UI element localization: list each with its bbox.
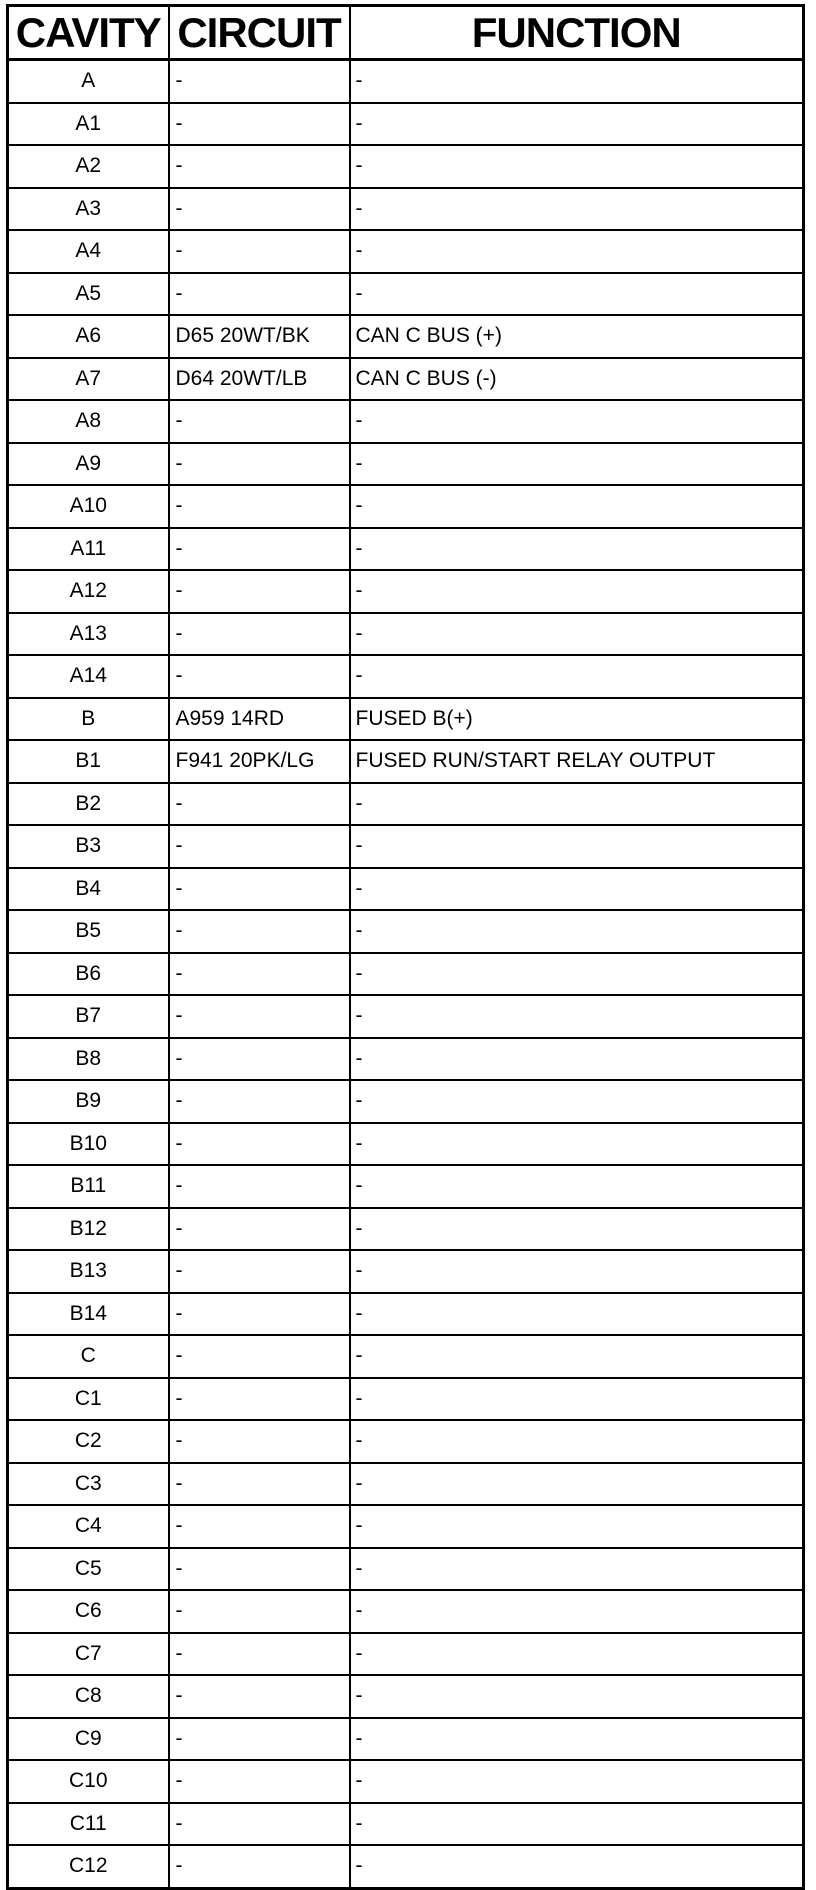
cavity-cell: C12 bbox=[8, 1845, 169, 1888]
function-cell: - bbox=[350, 1505, 804, 1548]
table-row bbox=[8, 1250, 804, 1293]
cavity-cell: A13 bbox=[8, 613, 169, 656]
circuit-cell: - bbox=[169, 1335, 350, 1378]
function-cell: - bbox=[350, 1080, 804, 1123]
cavity-cell: C2 bbox=[8, 1420, 169, 1463]
circuit-cell: - bbox=[169, 60, 350, 103]
cavity-cell: B1 bbox=[8, 740, 169, 783]
function-cell: - bbox=[350, 230, 804, 273]
table-row bbox=[8, 1420, 804, 1463]
circuit-cell: - bbox=[169, 528, 350, 571]
function-cell: - bbox=[350, 103, 804, 146]
circuit-cell: - bbox=[169, 1845, 350, 1888]
circuit-cell: - bbox=[169, 1038, 350, 1081]
cavity-cell: C6 bbox=[8, 1590, 169, 1633]
table-row bbox=[8, 230, 804, 273]
cavity-cell: B5 bbox=[8, 910, 169, 953]
cavity-cell: C3 bbox=[8, 1463, 169, 1506]
cavity-cell: C5 bbox=[8, 1548, 169, 1591]
cavity-cell: C10 bbox=[8, 1760, 169, 1803]
function-cell: - bbox=[350, 1760, 804, 1803]
cavity-cell: A14 bbox=[8, 655, 169, 698]
cavity-cell: C8 bbox=[8, 1675, 169, 1718]
function-cell: - bbox=[350, 145, 804, 188]
table-row bbox=[8, 655, 804, 698]
table-row bbox=[8, 1803, 804, 1846]
circuit-cell: - bbox=[169, 995, 350, 1038]
circuit-cell: - bbox=[169, 825, 350, 868]
function-cell: - bbox=[350, 400, 804, 443]
cavity-cell: A10 bbox=[8, 485, 169, 528]
cavity-cell: B8 bbox=[8, 1038, 169, 1081]
cavity-cell: B14 bbox=[8, 1293, 169, 1336]
circuit-cell: - bbox=[169, 1293, 350, 1336]
header-row bbox=[8, 6, 804, 60]
cavity-cell: A3 bbox=[8, 188, 169, 231]
table-row bbox=[8, 910, 804, 953]
cavity-cell: A4 bbox=[8, 230, 169, 273]
cavity-cell: A12 bbox=[8, 570, 169, 613]
function-cell: - bbox=[350, 1718, 804, 1761]
connector-pinout-sheet bbox=[6, 4, 802, 1890]
table-row bbox=[8, 1548, 804, 1591]
function-cell: - bbox=[350, 1675, 804, 1718]
cavity-cell: A9 bbox=[8, 443, 169, 486]
function-cell: FUSED RUN/START RELAY OUTPUT bbox=[350, 740, 804, 783]
circuit-cell: - bbox=[169, 1505, 350, 1548]
function-cell: - bbox=[350, 528, 804, 571]
circuit-cell: - bbox=[169, 868, 350, 911]
circuit-cell: - bbox=[169, 1760, 350, 1803]
table-row bbox=[8, 953, 804, 996]
function-cell: - bbox=[350, 1420, 804, 1463]
table-row bbox=[8, 1845, 804, 1888]
table-row bbox=[8, 60, 804, 103]
function-cell: - bbox=[350, 1803, 804, 1846]
cavity-cell: A8 bbox=[8, 400, 169, 443]
table-header bbox=[8, 6, 804, 60]
cavity-cell: C1 bbox=[8, 1378, 169, 1421]
function-cell: - bbox=[350, 443, 804, 486]
table-row bbox=[8, 528, 804, 571]
table-row bbox=[8, 995, 804, 1038]
circuit-cell: D64 20WT/LB bbox=[169, 358, 350, 401]
cavity-cell: A2 bbox=[8, 145, 169, 188]
cavity-cell: A bbox=[8, 60, 169, 103]
circuit-cell: - bbox=[169, 1548, 350, 1591]
table-row bbox=[8, 613, 804, 656]
table-row bbox=[8, 485, 804, 528]
function-cell: - bbox=[350, 273, 804, 316]
function-cell: - bbox=[350, 1038, 804, 1081]
circuit-cell: D65 20WT/BK bbox=[169, 315, 350, 358]
table-row bbox=[8, 740, 804, 783]
function-cell: - bbox=[350, 1293, 804, 1336]
circuit-cell: - bbox=[169, 273, 350, 316]
table-row bbox=[8, 145, 804, 188]
function-cell: - bbox=[350, 570, 804, 613]
column-header-function: FUNCTION bbox=[350, 6, 804, 60]
function-cell: - bbox=[350, 783, 804, 826]
table-row bbox=[8, 273, 804, 316]
function-cell: - bbox=[350, 485, 804, 528]
table-row bbox=[8, 443, 804, 486]
cavity-cell: C7 bbox=[8, 1633, 169, 1676]
circuit-cell: - bbox=[169, 400, 350, 443]
table-row bbox=[8, 1718, 804, 1761]
cavity-cell: B7 bbox=[8, 995, 169, 1038]
circuit-cell: - bbox=[169, 1675, 350, 1718]
circuit-cell: - bbox=[169, 1208, 350, 1251]
cavity-cell: B6 bbox=[8, 953, 169, 996]
cavity-cell: C11 bbox=[8, 1803, 169, 1846]
table-row bbox=[8, 1293, 804, 1336]
circuit-cell: - bbox=[169, 230, 350, 273]
table-row bbox=[8, 1165, 804, 1208]
table-row bbox=[8, 570, 804, 613]
circuit-cell: - bbox=[169, 613, 350, 656]
function-cell: - bbox=[350, 1250, 804, 1293]
table-row bbox=[8, 1505, 804, 1548]
function-cell: - bbox=[350, 1548, 804, 1591]
circuit-cell: - bbox=[169, 910, 350, 953]
circuit-cell: - bbox=[169, 1718, 350, 1761]
circuit-cell: - bbox=[169, 1080, 350, 1123]
circuit-cell: - bbox=[169, 103, 350, 146]
circuit-cell: - bbox=[169, 1463, 350, 1506]
circuit-cell: - bbox=[169, 655, 350, 698]
column-header-circuit: CIRCUIT bbox=[169, 6, 350, 60]
circuit-cell: - bbox=[169, 570, 350, 613]
circuit-cell: - bbox=[169, 1165, 350, 1208]
function-cell: - bbox=[350, 1590, 804, 1633]
cavity-cell: B9 bbox=[8, 1080, 169, 1123]
circuit-cell: - bbox=[169, 188, 350, 231]
cavity-cell: B4 bbox=[8, 868, 169, 911]
table-row bbox=[8, 400, 804, 443]
function-cell: - bbox=[350, 1123, 804, 1166]
cavity-cell: B12 bbox=[8, 1208, 169, 1251]
table-row bbox=[8, 1760, 804, 1803]
cavity-cell: C bbox=[8, 1335, 169, 1378]
table-row bbox=[8, 103, 804, 146]
function-cell: - bbox=[350, 825, 804, 868]
function-cell: - bbox=[350, 1335, 804, 1378]
function-cell: CAN C BUS (-) bbox=[350, 358, 804, 401]
cavity-cell: A7 bbox=[8, 358, 169, 401]
table-row bbox=[8, 188, 804, 231]
function-cell: - bbox=[350, 1165, 804, 1208]
cavity-cell: B3 bbox=[8, 825, 169, 868]
table-row bbox=[8, 825, 804, 868]
function-cell: - bbox=[350, 188, 804, 231]
cavity-cell: A11 bbox=[8, 528, 169, 571]
circuit-cell: - bbox=[169, 1590, 350, 1633]
table-row bbox=[8, 698, 804, 741]
circuit-cell: - bbox=[169, 1378, 350, 1421]
cavity-cell: C4 bbox=[8, 1505, 169, 1548]
cavity-cell: A5 bbox=[8, 273, 169, 316]
table-row bbox=[8, 1675, 804, 1718]
cavity-cell: B bbox=[8, 698, 169, 741]
circuit-cell: F941 20PK/LG bbox=[169, 740, 350, 783]
function-cell: - bbox=[350, 868, 804, 911]
circuit-cell: - bbox=[169, 145, 350, 188]
table-row bbox=[8, 783, 804, 826]
function-cell: CAN C BUS (+) bbox=[350, 315, 804, 358]
function-cell: - bbox=[350, 953, 804, 996]
function-cell: - bbox=[350, 1378, 804, 1421]
function-cell: - bbox=[350, 1208, 804, 1251]
cavity-cell: A1 bbox=[8, 103, 169, 146]
cavity-cell: B11 bbox=[8, 1165, 169, 1208]
circuit-cell: - bbox=[169, 1633, 350, 1676]
column-header-cavity: CAVITY bbox=[8, 6, 169, 60]
circuit-cell: - bbox=[169, 1803, 350, 1846]
cavity-cell: A6 bbox=[8, 315, 169, 358]
function-cell: - bbox=[350, 1633, 804, 1676]
circuit-cell: - bbox=[169, 1250, 350, 1293]
circuit-cell: - bbox=[169, 485, 350, 528]
function-cell: FUSED B(+) bbox=[350, 698, 804, 741]
function-cell: - bbox=[350, 995, 804, 1038]
table-row bbox=[8, 1463, 804, 1506]
circuit-cell: - bbox=[169, 953, 350, 996]
cavity-cell: C9 bbox=[8, 1718, 169, 1761]
cavity-cell: B2 bbox=[8, 783, 169, 826]
table-row bbox=[8, 1378, 804, 1421]
function-cell: - bbox=[350, 1463, 804, 1506]
function-cell: - bbox=[350, 60, 804, 103]
table-row bbox=[8, 1080, 804, 1123]
table-row bbox=[8, 1590, 804, 1633]
table-row bbox=[8, 1633, 804, 1676]
cavity-cell: B13 bbox=[8, 1250, 169, 1293]
table-row bbox=[8, 315, 804, 358]
function-cell: - bbox=[350, 613, 804, 656]
table-row bbox=[8, 868, 804, 911]
pinout-table bbox=[6, 4, 805, 1890]
circuit-cell: - bbox=[169, 1123, 350, 1166]
circuit-cell: - bbox=[169, 1420, 350, 1463]
table-row bbox=[8, 1208, 804, 1251]
function-cell: - bbox=[350, 1845, 804, 1888]
table-row bbox=[8, 1123, 804, 1166]
cavity-cell: B10 bbox=[8, 1123, 169, 1166]
function-cell: - bbox=[350, 910, 804, 953]
circuit-cell: A959 14RD bbox=[169, 698, 350, 741]
table-row bbox=[8, 1038, 804, 1081]
table-row bbox=[8, 358, 804, 401]
function-cell: - bbox=[350, 655, 804, 698]
table-row bbox=[8, 1335, 804, 1378]
table-body bbox=[8, 60, 804, 1889]
circuit-cell: - bbox=[169, 783, 350, 826]
circuit-cell: - bbox=[169, 443, 350, 486]
